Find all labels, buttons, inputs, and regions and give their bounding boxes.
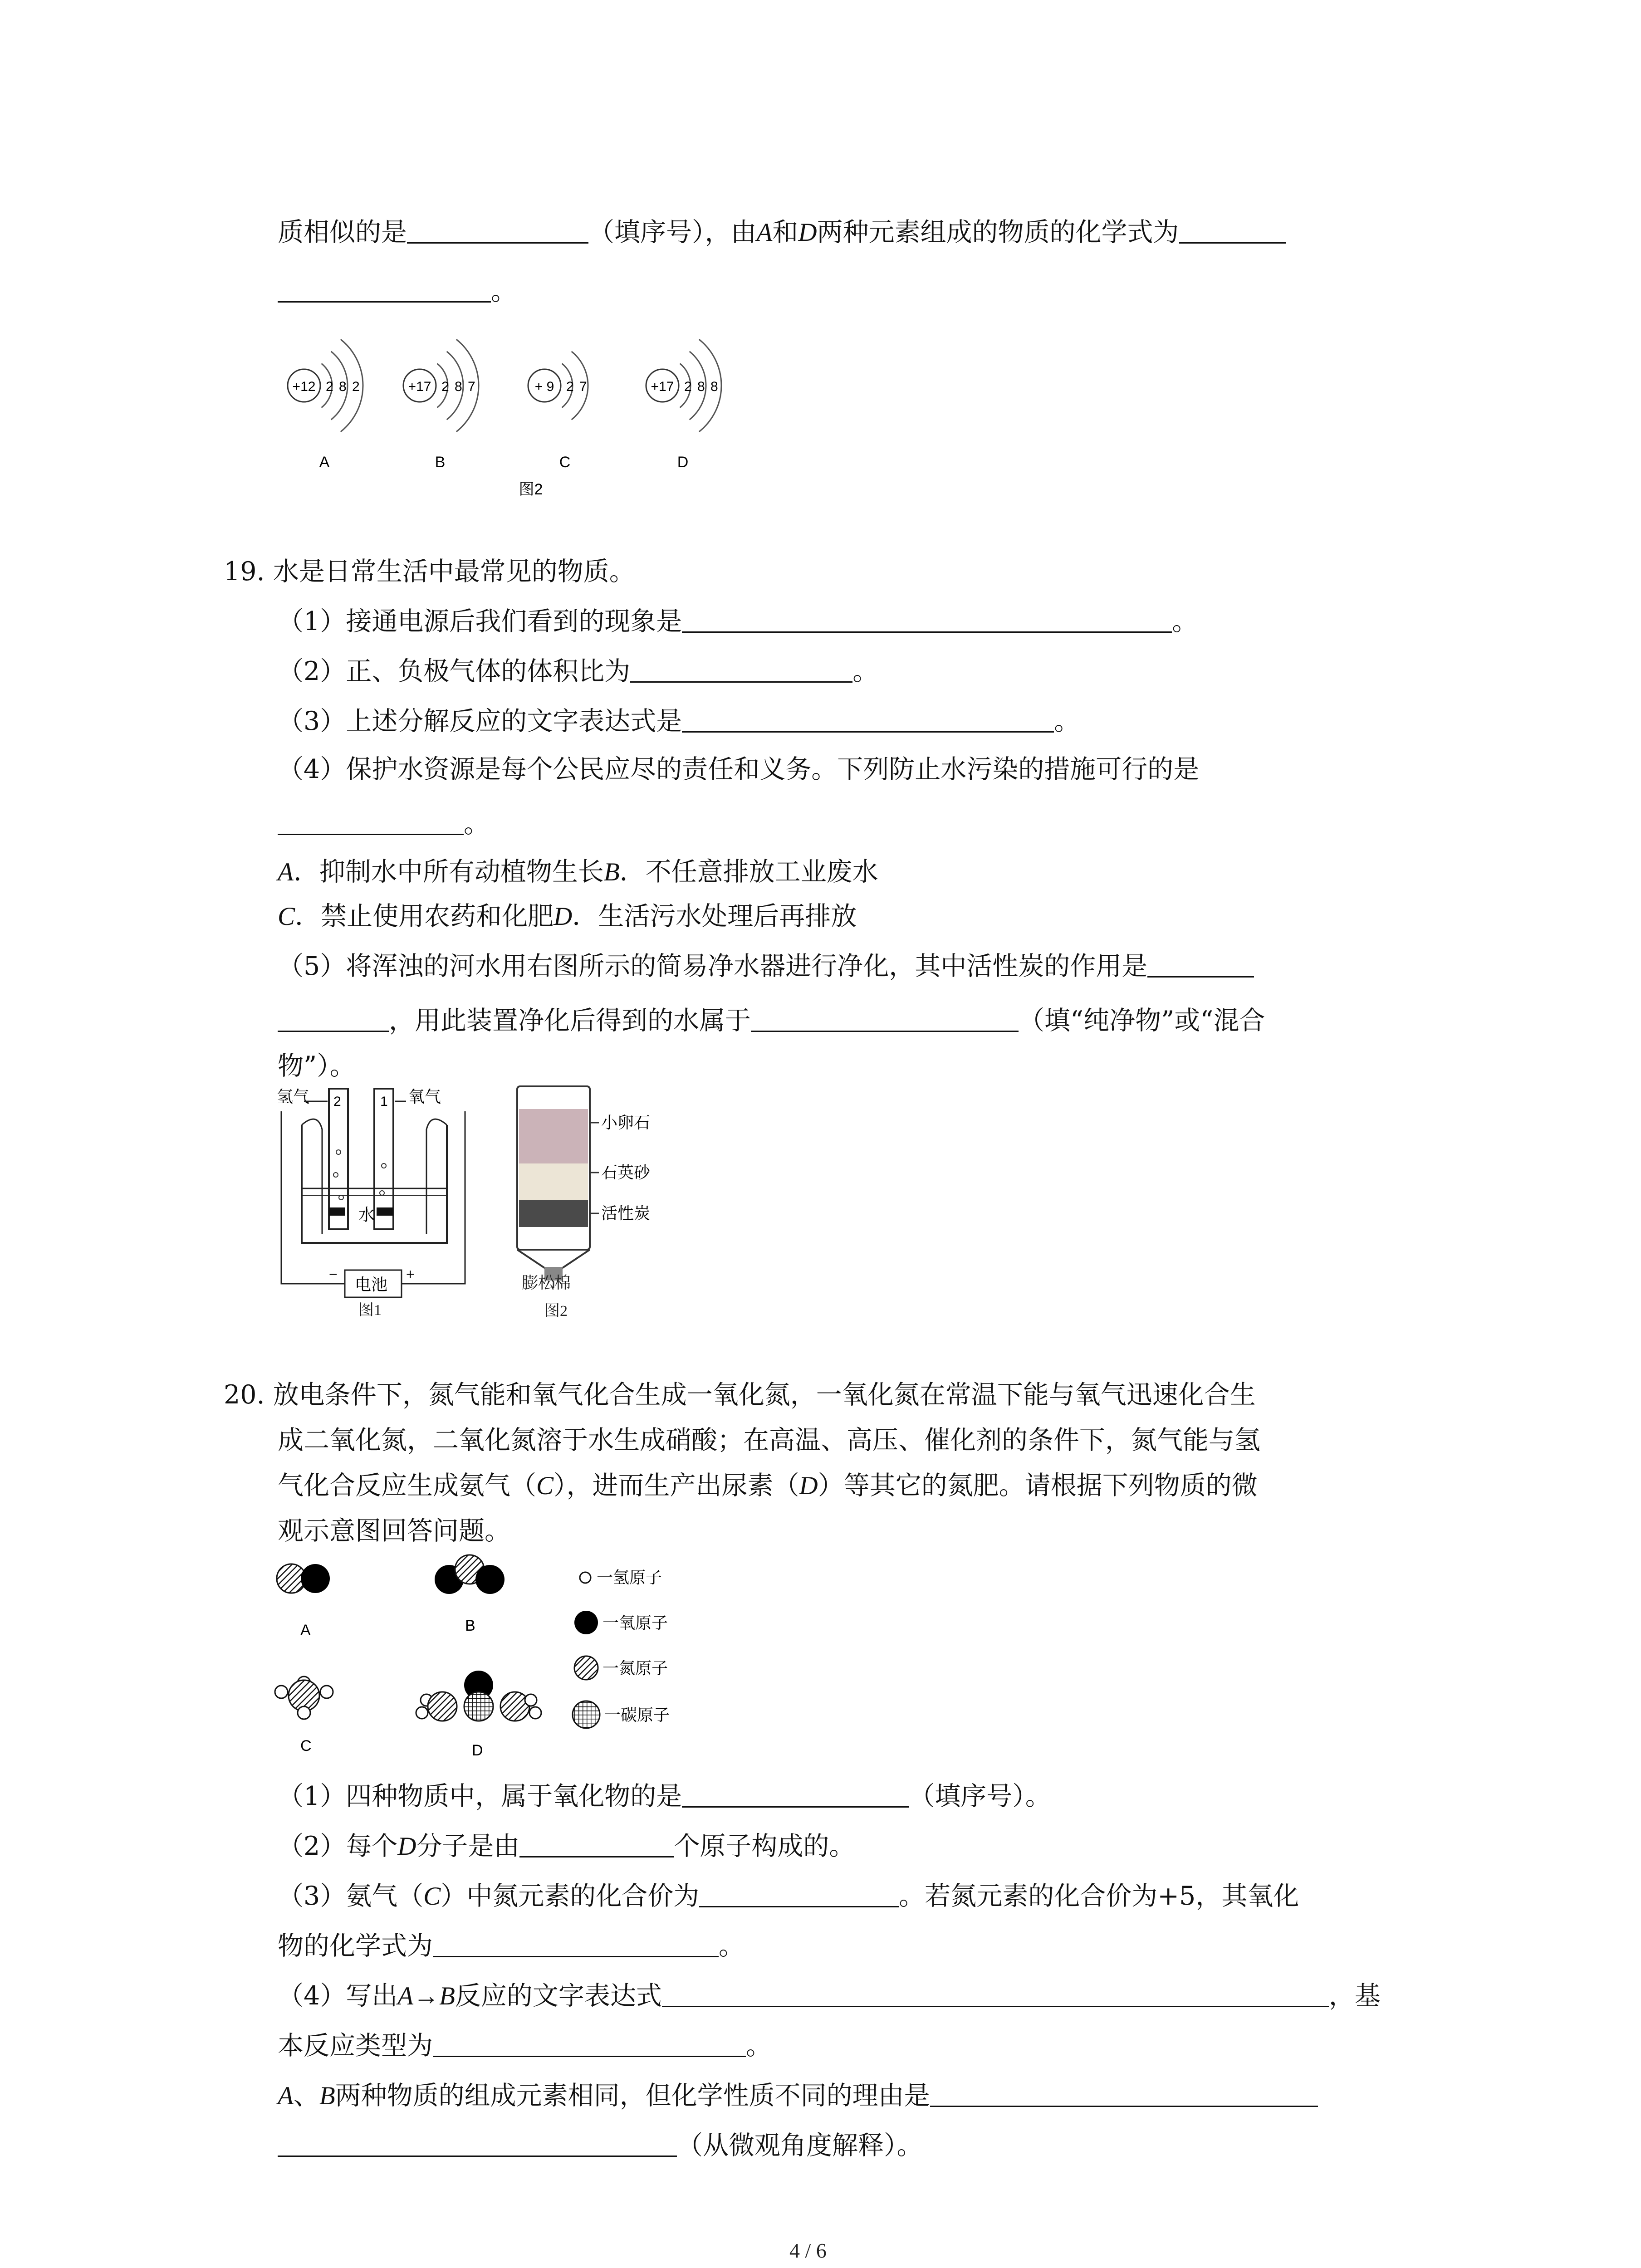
q20-text: （1）四种物质中，属于氧化物的是 bbox=[278, 1781, 682, 1811]
q20-line-1 bbox=[224, 1377, 1256, 1413]
q19-blank-5c[interactable] bbox=[751, 1003, 1019, 1032]
label-minus: − bbox=[329, 1266, 338, 1282]
molecule-b bbox=[435, 1555, 505, 1594]
q19-part-4 bbox=[278, 751, 1199, 787]
atom-label: B bbox=[435, 454, 446, 471]
q20-blank-5b[interactable] bbox=[278, 2128, 677, 2157]
q20-part-4-line-2 bbox=[278, 2028, 772, 2064]
q18-var: A bbox=[756, 218, 773, 247]
q19-part-3 bbox=[278, 703, 1080, 739]
nucleus-charge: +12 bbox=[292, 379, 316, 394]
q20-text: 物的化学式为 bbox=[278, 1931, 433, 1961]
fig2-caption: 图2 bbox=[544, 1303, 568, 1320]
option-letter: B bbox=[603, 858, 620, 886]
q20-text: （从微观角度解释）。 bbox=[677, 2131, 923, 2160]
q19-blank-5a[interactable] bbox=[1147, 949, 1254, 978]
q20-text: ）等其它的氮肥。请根据下列物质的微 bbox=[818, 1471, 1258, 1501]
question-number: 19. bbox=[224, 557, 265, 587]
q19-text: （2）正、负极气体的体积比为 bbox=[278, 656, 631, 686]
q20-text: 个原子构成的。 bbox=[674, 1831, 855, 1861]
molecule-label-a: A bbox=[300, 1622, 311, 1639]
q19-part-2 bbox=[278, 653, 878, 689]
q20-line-4 bbox=[278, 1513, 510, 1549]
q20-text: 、 bbox=[293, 2081, 319, 2111]
electron-configuration: 2 7 bbox=[566, 379, 588, 394]
q20-var: B bbox=[319, 2082, 335, 2110]
pebble-layer bbox=[519, 1109, 588, 1163]
label-battery: 电池 bbox=[355, 1275, 388, 1294]
option-d: ．生活污水处理后再排放 bbox=[572, 901, 857, 931]
figure-caption: 图2 bbox=[519, 481, 543, 498]
label-activated-carbon: 活性炭 bbox=[601, 1204, 651, 1222]
atom-structure-figure bbox=[272, 318, 780, 508]
q20-text: （4）写出 bbox=[278, 1981, 398, 2011]
q18-line-2 bbox=[278, 273, 517, 309]
hydrogen-atom bbox=[320, 1686, 333, 1698]
q20-line-3 bbox=[278, 1467, 1258, 1504]
q20-text: 成二氧化氮，二氧化氮溶于水生成硝酸；在高温、高压、催化剂的条件下，氮气能与氢 bbox=[278, 1425, 1260, 1455]
q20-blank-4b[interactable] bbox=[433, 2028, 746, 2057]
fig1-caption: 图1 bbox=[358, 1302, 382, 1319]
carbon-layer bbox=[519, 1200, 588, 1227]
q20-text: 分子是由 bbox=[416, 1831, 520, 1861]
molecule-a bbox=[277, 1564, 330, 1593]
legend-nitrogen-swatch bbox=[574, 1656, 598, 1680]
hydrogen-atom bbox=[298, 1706, 310, 1719]
q20-text: （3）氨气（ bbox=[278, 1881, 424, 1911]
hydrogen-atom bbox=[416, 1707, 428, 1719]
option-a: ．抑制水中所有动植物生长 bbox=[293, 857, 604, 887]
molecule-label-b: B bbox=[465, 1617, 475, 1634]
q19-text: 。 bbox=[464, 809, 490, 839]
q20-text: ），进而生产出尿素（ bbox=[554, 1471, 799, 1501]
q20-var: C bbox=[423, 1882, 441, 1911]
q19-blank-3[interactable] bbox=[682, 704, 1054, 733]
q20-text: 放电条件下，氮气能和氧气化合生成一氧化氮，一氧化氮在常温下能与氧气迅速化合生 bbox=[273, 1380, 1256, 1410]
q20-text: ，基 bbox=[1328, 1981, 1381, 2011]
option-letter: D bbox=[554, 902, 573, 931]
q19-text: 。 bbox=[852, 656, 879, 686]
carbon-atom bbox=[464, 1692, 493, 1721]
q20-blank-2[interactable] bbox=[519, 1829, 674, 1857]
molecule-c bbox=[275, 1677, 333, 1719]
q18-text: 质相似的是 bbox=[278, 217, 407, 247]
electron-configuration: 2 8 2 bbox=[326, 379, 361, 394]
q19-blank-4[interactable] bbox=[278, 807, 464, 835]
atom-label: D bbox=[677, 454, 689, 471]
nucleus-charge: +17 bbox=[408, 379, 431, 394]
molecule-figure bbox=[272, 1551, 726, 1760]
legend-hydrogen: 一氢原子 bbox=[597, 1568, 662, 1587]
option-letter: C bbox=[278, 902, 295, 931]
q20-text: 观示意图回答问题。 bbox=[278, 1516, 510, 1546]
q20-text: 。若氮元素的化合价为+5，其氧化 bbox=[899, 1881, 1299, 1911]
option-letter: A bbox=[278, 858, 294, 886]
oxygen-atom bbox=[301, 1564, 330, 1593]
legend-oxygen: 一氧原子 bbox=[603, 1613, 668, 1632]
q19-options-cd bbox=[278, 898, 857, 935]
q19-text: （填“纯净物”或“混合 bbox=[1019, 1006, 1265, 1036]
q19-text: （3）上述分解反应的文字表达式是 bbox=[278, 706, 682, 736]
tube-right-number: 1 bbox=[380, 1094, 388, 1109]
q20-text: 。 bbox=[719, 1931, 745, 1961]
question-number: 20. bbox=[224, 1380, 265, 1410]
hydrogen-atom bbox=[275, 1686, 288, 1698]
atom-diagram-b bbox=[403, 339, 479, 471]
q20-part-3 bbox=[278, 1878, 1299, 1915]
q20-part-2 bbox=[278, 1828, 855, 1865]
q20-part-5 bbox=[278, 2077, 1318, 2114]
q20-var: A→B bbox=[397, 1982, 455, 2010]
q19-text: （1）接通电源后我们看到的现象是 bbox=[278, 606, 682, 636]
hydrogen-atom bbox=[529, 1707, 541, 1719]
electrolysis-figure bbox=[277, 1084, 472, 1320]
q20-text: 。 bbox=[746, 2031, 772, 2061]
electron-configuration: 2 8 7 bbox=[441, 379, 476, 394]
q20-part-5-line-2 bbox=[278, 2127, 923, 2164]
q20-part-4 bbox=[278, 1978, 1381, 2014]
legend-nitrogen: 一氮原子 bbox=[603, 1659, 668, 1677]
q19-part-1 bbox=[278, 603, 1198, 640]
q18-text: 和 bbox=[772, 217, 798, 247]
legend-hydrogen-swatch bbox=[580, 1572, 591, 1583]
option-c: ．禁止使用农药和化肥 bbox=[295, 901, 554, 931]
q20-var: A bbox=[278, 2082, 294, 2110]
molecule-label-c: C bbox=[300, 1737, 312, 1755]
atom-diagram-d bbox=[646, 339, 721, 471]
q20-text: （填序号）。 bbox=[909, 1781, 1051, 1811]
q20-text: 气化合反应生成氨气（ bbox=[278, 1471, 536, 1501]
nucleus-charge: +17 bbox=[651, 379, 674, 394]
atom-label: C bbox=[559, 454, 571, 471]
hydrogen-atom bbox=[525, 1694, 537, 1706]
q20-text: ）中氮元素的化合价为 bbox=[441, 1881, 700, 1911]
q18-blank-2b[interactable] bbox=[278, 274, 491, 303]
molecule-label-d: D bbox=[472, 1742, 483, 1759]
q20-var: D bbox=[397, 1832, 416, 1861]
q19-part-4-blank bbox=[278, 806, 490, 842]
nitrogen-atom bbox=[428, 1692, 457, 1721]
q19-part-5-line-3 bbox=[278, 1048, 356, 1084]
q19-options-ab bbox=[278, 854, 878, 890]
nucleus-charge: + 9 bbox=[534, 379, 554, 394]
q20-text: （2）每个 bbox=[278, 1831, 398, 1861]
q20-var: D bbox=[799, 1471, 818, 1500]
q19-text: （4）保护水资源是每个公民应尽的责任和义务。下列防止水污染的措施可行的是 bbox=[278, 754, 1200, 784]
q19-text: ，用此装置净化后得到的水属于 bbox=[389, 1006, 751, 1036]
atom-label: A bbox=[319, 454, 330, 471]
q18-text: 。 bbox=[491, 276, 517, 306]
page-number: 4 / 6 bbox=[789, 2239, 827, 2262]
q19-blank-2[interactable] bbox=[630, 654, 852, 683]
legend bbox=[573, 1568, 670, 1728]
q20-part-1 bbox=[278, 1778, 1051, 1814]
q20-line-2 bbox=[278, 1422, 1260, 1458]
q19-blank-1[interactable] bbox=[682, 604, 1172, 633]
q19-text: 。 bbox=[1172, 606, 1198, 636]
q20-text: 两种物质的组成元素相同，但化学性质不同的理由是 bbox=[335, 2081, 930, 2111]
legend-oxygen-swatch bbox=[574, 1611, 598, 1634]
fig2-bottom-label: 膨松棉 bbox=[522, 1273, 571, 1292]
q18-text: 两种元素组成的物质的化学式为 bbox=[817, 217, 1179, 247]
q18-blank-1[interactable] bbox=[407, 215, 588, 244]
nitrogen-atom bbox=[500, 1692, 529, 1721]
q19-blank-5b[interactable] bbox=[278, 1003, 389, 1032]
tube-left-number: 2 bbox=[333, 1094, 341, 1109]
label-pebbles: 小卵石 bbox=[601, 1113, 651, 1132]
label-hydrogen: 氢气 bbox=[277, 1087, 310, 1106]
q18-blank-2a[interactable] bbox=[1179, 215, 1286, 244]
label-quartz-sand: 石英砂 bbox=[601, 1163, 651, 1182]
q20-blank-5a[interactable] bbox=[930, 2078, 1318, 2107]
q20-blank-3b[interactable] bbox=[433, 1929, 719, 1957]
q19-stem bbox=[224, 553, 635, 590]
q19-text: （5）将浑浊的河水用右图所示的简易净水器进行净化，其中活性炭的作用是 bbox=[278, 951, 1148, 981]
q20-part-3-line-2 bbox=[278, 1928, 745, 1964]
q20-var: C bbox=[536, 1471, 554, 1500]
electron-configuration: 2 8 8 bbox=[684, 379, 719, 394]
q19-stem-text: 水是日常生活中最常见的物质。 bbox=[273, 557, 635, 587]
q20-blank-4a[interactable] bbox=[662, 1979, 1329, 2007]
atom-diagram-c bbox=[528, 352, 588, 471]
q20-text: 反应的文字表达式 bbox=[455, 1981, 662, 2011]
q19-part-5-line-2 bbox=[278, 1002, 1265, 1039]
molecule-d bbox=[416, 1671, 541, 1721]
atom-diagram-a bbox=[288, 339, 363, 471]
q20-blank-1[interactable] bbox=[682, 1779, 909, 1808]
q18-line-1 bbox=[278, 214, 1286, 251]
label-oxygen: 氧气 bbox=[408, 1087, 441, 1106]
q19-text: 。 bbox=[1054, 706, 1080, 736]
sand-layer bbox=[519, 1163, 588, 1200]
q18-text: （填序号），由 bbox=[588, 217, 757, 247]
legend-carbon: 一碳原子 bbox=[604, 1706, 670, 1724]
option-b: ．不任意排放工业废水 bbox=[619, 857, 878, 887]
q18-var: D bbox=[798, 218, 817, 247]
q20-blank-3a[interactable] bbox=[699, 1879, 899, 1907]
q20-text: 本反应类型为 bbox=[278, 2031, 433, 2061]
q19-part-5 bbox=[278, 948, 1254, 984]
oxygen-atom bbox=[475, 1565, 505, 1594]
water-purifier-figure bbox=[513, 1082, 676, 1290]
label-water: 水 bbox=[358, 1205, 375, 1224]
q19-text: 物”）。 bbox=[278, 1051, 356, 1081]
label-plus: + bbox=[406, 1266, 415, 1282]
legend-carbon-swatch bbox=[573, 1701, 600, 1728]
